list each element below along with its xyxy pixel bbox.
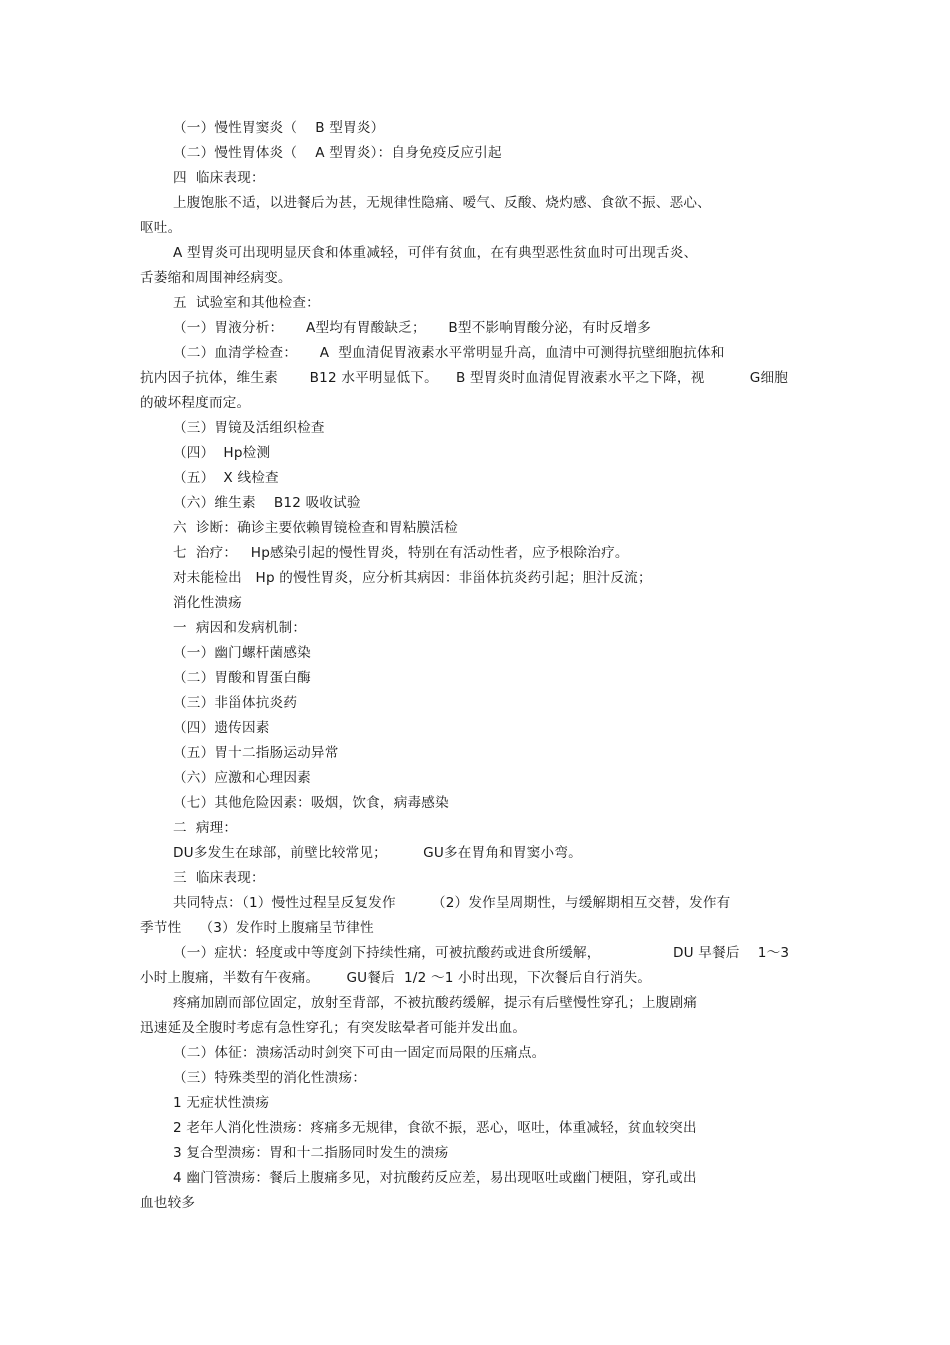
section-heading-treatment: 七 治疗： Hp感染引起的慢性胃炎，特别在有活动性者，应予根除治疗。	[173, 545, 629, 561]
text-line: DU多发生在球部，前壁比较常见； GU多在胃角和胃窦小弯。	[173, 845, 582, 861]
list-item: （六）应激和心理因素	[173, 770, 311, 786]
text-line: （三）特殊类型的消化性溃疡：	[173, 1070, 367, 1086]
chapter-title-peptic-ulcer: 消化性溃疡	[173, 595, 242, 611]
text-line: 小时上腹痛，半数有午夜痛。 GU餐后 1/2 ～1 小时出现，下次餐后自行消失。	[140, 970, 652, 986]
section-heading-clinical-2: 三 临床表现：	[173, 870, 265, 886]
section-heading-etiology: 一 病因和发病机制：	[173, 620, 307, 636]
section-heading-diagnosis: 六 诊断：确诊主要依赖胃镜检查和胃粘膜活检	[173, 520, 458, 536]
list-item: 2 老年人消化性溃疡：疼痛多无规律，食欲不振，恶心，呕吐，体重减轻，贫血较突出	[173, 1120, 697, 1136]
text-line: 血也较多	[140, 1195, 196, 1211]
section-heading-lab: 五 试验室和其他检查：	[173, 295, 320, 311]
text-line: 迅速延及全腹时考虑有急性穿孔；有突发眩晕者可能并发出血。	[140, 1020, 527, 1036]
text-line: （一）症状：轻度或中等度剑下持续性痛，可被抗酸药或进食所缓解， DU 早餐后 1～3	[173, 945, 790, 961]
text-line-chronic-body-gastritis: （二）慢性胃体炎（ A 型胃炎）：自身免疫反应引起	[173, 145, 502, 161]
list-item: （四）遗传因素	[173, 720, 270, 736]
text-line: 季节性 （3）发作时上腹痛呈节律性	[140, 920, 374, 936]
list-item: 3 复合型溃疡：胃和十二指肠同时发生的溃疡	[173, 1145, 449, 1161]
text-line: （二）体征：溃疡活动时剑突下可由一固定而局限的压痛点。	[173, 1045, 546, 1061]
text-line: 疼痛加剧而部位固定，放射至背部，不被抗酸药缓解，提示有后壁慢性穿孔；上腹剧痛	[173, 995, 698, 1011]
text-line: （一）胃液分析： A型均有胃酸缺乏； B型不影响胃酸分泌，有时反增多	[173, 320, 652, 336]
text-line-chronic-antral-gastritis: （一）慢性胃窦炎（ B 型胃炎）	[173, 120, 385, 136]
text-line: 舌萎缩和周围神经病变。	[140, 270, 292, 286]
text-line: （二）血清学检查： A 型血清促胃液素水平常明显升高，血清中可测得抗壁细胞抗体和	[173, 345, 725, 361]
list-item: 4 幽门管溃疡：餐后上腹痛多见，对抗酸药反应差，易出现呕吐或幽门梗阻，穿孔或出	[173, 1170, 697, 1186]
list-item: （五）胃十二指肠运动异常	[173, 745, 339, 761]
list-item: （三）非甾体抗炎药	[173, 695, 298, 711]
text-line: （三）胃镜及活组织检查	[173, 420, 325, 436]
text-line: 共同特点：（1）慢性过程呈反复发作 （2）发作呈周期性，与缓解期相互交替，发作有	[173, 895, 731, 911]
text-line: A 型胃炎可出现明显厌食和体重减轻，可伴有贫血，在有典型恶性贫血时可出现舌炎、	[173, 245, 698, 261]
text-line: 呕吐。	[140, 220, 182, 236]
section-heading-pathology: 二 病理：	[173, 820, 238, 836]
text-line: 上腹饱胀不适，以进餐后为甚，无规律性隐痛、嗳气、反酸、烧灼感、食欲不振、恶心、	[173, 195, 711, 211]
list-item: 1 无症状性溃疡	[173, 1095, 270, 1111]
text-line: （四） Hp检测	[173, 445, 271, 461]
text-line: 的破坏程度而定。	[140, 395, 251, 411]
text-line: （五） X 线检查	[173, 470, 279, 486]
list-item: （二）胃酸和胃蛋白酶	[173, 670, 311, 686]
text-line: 抗内因子抗体，维生素 B12 水平明显低下。 B 型胃炎时血清促胃液素水平之下降，视 G细胞	[140, 370, 789, 386]
list-item: （七）其他危险因素：吸烟，饮食，病毒感染	[173, 795, 449, 811]
text-line: 对未能检出 Hp 的慢性胃炎，应分析其病因：非甾体抗炎药引起；胆汁反流；	[173, 570, 652, 586]
list-item: （一）幽门螺杆菌感染	[173, 645, 311, 661]
text-line: （六）维生素 B12 吸收试验	[173, 495, 361, 511]
section-heading-clinical: 四 临床表现：	[173, 170, 265, 186]
